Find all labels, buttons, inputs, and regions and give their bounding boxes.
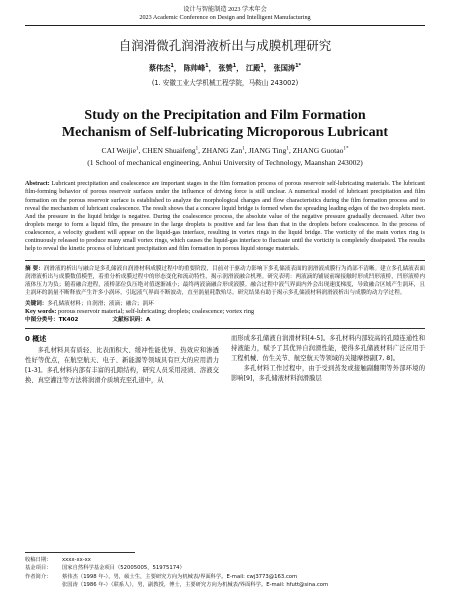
english-title — [25, 107, 425, 141]
english-keywords-text: porous reservoir material; self-lubricating; droplets; coalescence; vortex ring — [58, 308, 255, 316]
chinese-abstract — [25, 265, 425, 297]
author-name: CAI Weijie — [101, 146, 136, 156]
footnote-received — [25, 556, 425, 564]
body-paragraph: 多孔材料工作过程中，由于受到蒸发或接触副翻期等外部环境的影响[9]，多孔储液材料润滑膜层 — [231, 365, 425, 383]
chinese-abstract-text: 润滑液的析出与融合是多孔储液自润滑材料成膜过程中的重要阶段，目前对于驱动力影响下多孔储液表面的润滑液成膜行为尚部不清晰。建立多孔储液表面润滑液析出与成膜数值模型，着重分析成膜过程中的形态变化和流动特性，揭示润滑液融合机理。研究表明：两液滴的铺展前缘接触时形成凹形液桥，凹形液桥内液体压力为负；随着融合进程，液桥部位负压绝对值逐渐减小；最终两液滴融合形成液膜。融合过程中液气界面内外会出现速度梯度，导致融合区域产生涡环，且主涡环的涡量不断释放产生许多小涡环，引起液气界面不断波动，直至涡量耗散殆尽。研究结果有助于揭示多孔储液材料润滑液析出与成膜的动力学过程。 — [25, 266, 425, 297]
body-paragraph: 而形成多孔储液自润滑材料[4-5]。多孔材料内部较高的孔隙连通性和持液能力，赋予了其优异自润滑性能，使得多孔储液材料广泛应用于工程机械、仿生关节、航空航天等领域的关键摩擦副[7, 8]。 — [231, 335, 425, 363]
keywords-text: 多孔储液材料；自润滑；液滴；融合；涡环 — [47, 301, 154, 308]
author-affil-mark: 1 — [136, 146, 139, 152]
english-affiliation: (1 School of mechanical engineering, Anhui University of Technology, Maanshan 243002) — [87, 158, 363, 168]
document-code — [112, 316, 150, 324]
footnote-value: xxxx-xx-xx — [62, 557, 91, 563]
author-affil-mark: 1* — [295, 63, 302, 69]
author-name: 江殿 — [245, 63, 261, 73]
footnote-author — [25, 573, 425, 581]
chinese-abstract-block — [25, 260, 425, 329]
abstract-text: Lubricant precipitation and coalescence are important stages in the film formation process of porous reservoir self-lubricating materials. The lubricant film-forming behavior of porous reservoir surfaces under the influence of driving force is still unclear. A numerical model of lubricant precipitation and film formation on the porous reservoir surface is established to analyze the morphological changes and flow characteristics during the film formation process and to reveal the mechanism of lubricant coalescence. The result shows that a concave liquid bridge is formed when the spreading leading edges of the two droplets meet. And the pressure in the liquid bridge is negative. During the coalescence process, the absolute value of the negative pressure gradually decreased. After two droplets merge to form a liquid film, the pressure in the large droplets is positive and far less than that in the droplets before coalescence. In the process of coalescence, a velocity gradient will appear on the liquid-gas interface, resulting in vortex rings in the liquid bridge. The vorticity of the main vortex ring is continuously released to produce many small vortex rings, which causes the liquid-gas interface to fluctuate until the vorticity is completely dissipated. The results help to reveal the kinetic process of lubricant precipitation and film formation in porous liquid storage materials. — [25, 181, 425, 253]
chinese-title: 自润滑微孔润滑液析出与成膜机理研究 — [118, 38, 332, 53]
body-paragraph: 多孔材料具有质轻、比表面积大、缓冲性能优异、热效应和渗透性好等优点，在航空航天、电子、新能源等领域具有巨大的应用潜力[1-3]。多孔材料内部有丰富的孔隙结构，研究人员采用浸渍、溶液交换、真空灌注等方法将润滑介质填充至孔道中，从 — [25, 347, 219, 385]
author-affil-mark: 1 — [205, 63, 209, 69]
classification-row — [25, 316, 425, 324]
running-header — [25, 6, 425, 26]
header-conference-en: 2023 Academic Conference on Design and Intelligent Manufacturing — [139, 14, 311, 21]
classification-value: TK402 — [58, 317, 79, 324]
author-name: 蔡伟杰 — [148, 63, 171, 73]
author-affil-mark: 1 — [286, 146, 289, 152]
footnote-label: 收稿日期： — [25, 557, 52, 563]
right-column — [231, 334, 425, 386]
chinese-affiliation: (1. 安徽工业大学机械工程学院，马鞍山 243002) — [151, 79, 299, 88]
abstract-label: Abstract: — [25, 181, 50, 188]
footnote — [25, 552, 425, 589]
author-name: 陈帅峰 — [183, 63, 206, 73]
author-affil-mark: 1 — [195, 146, 199, 152]
footnote-label: 作者简介： — [25, 573, 52, 580]
footnote-spacer — [25, 581, 62, 589]
author-affil-mark: 1 — [260, 63, 264, 69]
english-keywords-label: Key words: — [25, 308, 57, 316]
chinese-authors: 蔡伟杰$^1$， 陈帅峰$^1$， 张赞$^1$， 江殿$^1$， 张国涛$^{1*}$ — [148, 63, 302, 73]
author-affil-mark: 1 — [170, 63, 174, 69]
footnote-author-2 — [25, 581, 425, 589]
footnote-rule — [25, 552, 135, 553]
english-title-line: Mechanism of Self-lubricating Microporous Lubricant — [61, 125, 389, 141]
author-name: CHEN Shuaifeng — [142, 146, 196, 156]
english-abstract — [25, 180, 425, 253]
footnote-value: 张国涛（1986 年-）（联系人），男，副教授，博士，主要研究方向为机械表/界面科学。E-mail: hfutt@sina.com — [62, 581, 329, 588]
footnote-label: 基金项目： — [25, 565, 52, 572]
document-code-value: A — [145, 317, 151, 324]
keywords-label: 关键词： — [25, 301, 48, 308]
classification-number — [25, 316, 78, 324]
footnote-fund — [25, 564, 425, 572]
footnote-value: 蔡伟杰（1998 年-），男，硕士生，主要研究方向为机械表/界面科学。E-mail: cwj3773@163.com — [62, 573, 298, 580]
abstract-bottom-rule — [25, 328, 425, 329]
header-conference-cn: 设计与智能制造 2023 学术年会 — [183, 6, 267, 13]
english-title-line: Study on the Precipitation and Film Formation — [84, 108, 366, 124]
header-rule — [25, 25, 425, 26]
author-name: ZHANG Zan — [201, 146, 243, 156]
chinese-keywords — [25, 300, 425, 308]
classification-label: 中图分类号： — [25, 317, 59, 324]
author-name: 张赞 — [218, 63, 233, 73]
chinese-abstract-label: 摘 要： — [25, 266, 44, 273]
author-name: ZHANG Guotao — [292, 146, 344, 156]
footnote-value: 国家自然科学基金项目（52005005，51975174） — [62, 565, 185, 572]
author-affil-mark: 1 — [232, 63, 237, 69]
left-column — [25, 334, 219, 386]
author-name: JIANG Ting — [248, 146, 287, 156]
author-affil-mark: 1 — [242, 146, 245, 152]
body-columns — [25, 334, 425, 386]
english-keywords — [25, 308, 425, 316]
section-heading: 0 概述 — [25, 335, 47, 344]
author-name: 张国涛 — [273, 63, 296, 73]
english-authors: CAI Weijie$^1$, CHEN Shuaifeng$^1$, ZHANG Zan$^1$, JIANG Ting$^1$, ZHANG Guotao$^{1*}$ — [101, 146, 349, 156]
author-affil-mark: 1* — [343, 146, 349, 152]
document-code-label: 文献标识码： — [112, 317, 146, 324]
